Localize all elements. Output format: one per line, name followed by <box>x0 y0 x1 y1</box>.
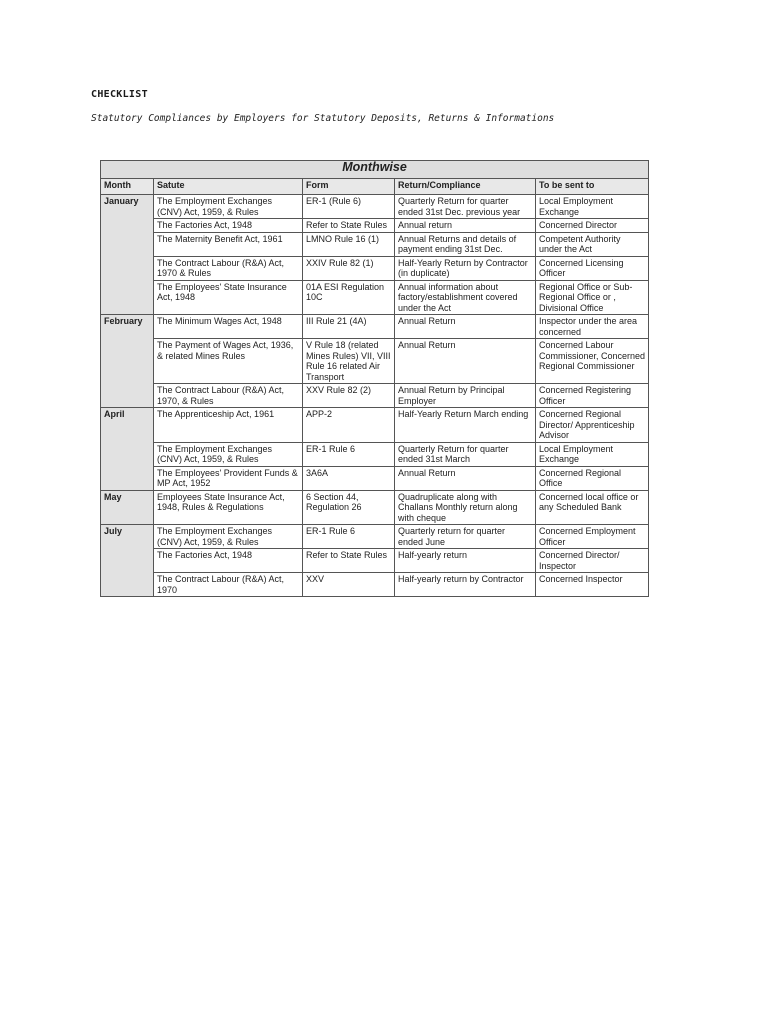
table-row <box>101 408 649 443</box>
return-compliance-cell: Annual Returns and details of payment ending 31st Dec. <box>395 232 536 256</box>
statute-cell: The Contract Labour (R&A) Act, 1970 & Rules <box>154 256 303 280</box>
table-header-row <box>101 179 649 195</box>
table-row <box>101 315 649 339</box>
form-cell: Refer to State Rules <box>303 549 395 573</box>
form-cell: III Rule 21 (4A) <box>303 315 395 339</box>
statute-cell: The Employment Exchanges (CNV) Act, 1959, & Rules <box>154 525 303 549</box>
month-cell: April <box>101 408 154 491</box>
statute-cell: The Maternity Benefit Act, 1961 <box>154 232 303 256</box>
return-compliance-cell: Half-Yearly Return by Contractor (in duplicate) <box>395 256 536 280</box>
column-header-to-be-sent-to: To be sent to <box>536 179 649 195</box>
return-compliance-cell: Annual return <box>395 219 536 233</box>
form-cell: 01A ESI Regulation 10C <box>303 280 395 315</box>
return-compliance-cell: Half-yearly return <box>395 549 536 573</box>
recipient-cell: Local Employment Exchange <box>536 195 649 219</box>
recipient-cell: Concerned Labour Commissioner, Concerned Regional Commissioner <box>536 339 649 384</box>
monthwise-compliance-table <box>100 160 649 597</box>
statute-cell: The Employees' Provident Funds & MP Act, 1952 <box>154 466 303 490</box>
compliance-table-container <box>100 160 648 597</box>
return-compliance-cell: Quarterly Return for quarter ended 31st Dec. previous year <box>395 195 536 219</box>
recipient-cell: Competent Authority under the Act <box>536 232 649 256</box>
table-row <box>101 280 649 315</box>
form-cell: 3A6A <box>303 466 395 490</box>
return-compliance-cell: Annual Return <box>395 315 536 339</box>
table-row <box>101 573 649 597</box>
statute-cell: The Employees' State Insurance Act, 1948 <box>154 280 303 315</box>
form-cell: XXV Rule 82 (2) <box>303 384 395 408</box>
recipient-cell: Concerned Regional Director/ Apprenticeship Advisor <box>536 408 649 443</box>
statute-cell: The Factories Act, 1948 <box>154 549 303 573</box>
return-compliance-cell: Quarterly return for quarter ended June <box>395 525 536 549</box>
month-cell: February <box>101 315 154 408</box>
return-compliance-cell: Annual information about factory/establishment covered under the Act <box>395 280 536 315</box>
page-heading: CHECKLIST <box>91 89 148 100</box>
statute-cell: The Factories Act, 1948 <box>154 219 303 233</box>
recipient-cell: Concerned Employment Officer <box>536 525 649 549</box>
table-row <box>101 195 649 219</box>
form-cell: 6 Section 44, Regulation 26 <box>303 490 395 525</box>
recipient-cell: Concerned Regional Office <box>536 466 649 490</box>
return-compliance-cell: Quadruplicate along with Challans Monthly return along with cheque <box>395 490 536 525</box>
form-cell: ER-1 (Rule 6) <box>303 195 395 219</box>
statute-cell: The Employment Exchanges (CNV) Act, 1959, & Rules <box>154 195 303 219</box>
return-compliance-cell: Annual Return <box>395 339 536 384</box>
return-compliance-cell: Annual Return <box>395 466 536 490</box>
form-cell: ER-1 Rule 6 <box>303 442 395 466</box>
column-header-month: Month <box>101 179 154 195</box>
table-row <box>101 339 649 384</box>
recipient-cell: Concerned Registering Officer <box>536 384 649 408</box>
month-cell: May <box>101 490 154 525</box>
page-subheading: Statutory Compliances by Employers for Statutory Deposits, Returns & Informations <box>91 113 555 124</box>
recipient-cell: Concerned Director <box>536 219 649 233</box>
return-compliance-cell: Half-yearly return by Contractor <box>395 573 536 597</box>
table-row <box>101 466 649 490</box>
table-row <box>101 232 649 256</box>
statute-cell: The Employment Exchanges (CNV) Act, 1959, & Rules <box>154 442 303 466</box>
recipient-cell: Concerned Director/ Inspector <box>536 549 649 573</box>
table-body <box>101 195 649 597</box>
month-cell: January <box>101 195 154 315</box>
return-compliance-cell: Quarterly Return for quarter ended 31st March <box>395 442 536 466</box>
column-header-form: Form <box>303 179 395 195</box>
recipient-cell: Concerned local office or any Scheduled Bank <box>536 490 649 525</box>
table-row <box>101 442 649 466</box>
column-header-return-compliance: Return/Compliance <box>395 179 536 195</box>
recipient-cell: Regional Office or Sub-Regional Office or , Divisional Office <box>536 280 649 315</box>
table-row <box>101 525 649 549</box>
table-row <box>101 256 649 280</box>
table-row <box>101 219 649 233</box>
return-compliance-cell: Half-Yearly Return March ending <box>395 408 536 443</box>
form-cell: XXV <box>303 573 395 597</box>
statute-cell: The Payment of Wages Act, 1936, & related Mines Rules <box>154 339 303 384</box>
recipient-cell: Inspector under the area concerned <box>536 315 649 339</box>
table-row <box>101 490 649 525</box>
column-header-satute: Satute <box>154 179 303 195</box>
form-cell: Refer to State Rules <box>303 219 395 233</box>
table-row <box>101 549 649 573</box>
form-cell: V Rule 18 (related Mines Rules) VII, VIII Rule 16 related Air Transport <box>303 339 395 384</box>
recipient-cell: Local Employment Exchange <box>536 442 649 466</box>
table-title: Monthwise <box>101 161 649 179</box>
table-title-row <box>101 161 649 179</box>
statute-cell: The Minimum Wages Act, 1948 <box>154 315 303 339</box>
month-cell: July <box>101 525 154 597</box>
recipient-cell: Concerned Licensing Officer <box>536 256 649 280</box>
statute-cell: The Apprenticeship Act, 1961 <box>154 408 303 443</box>
recipient-cell: Concerned Inspector <box>536 573 649 597</box>
statute-cell: Employees State Insurance Act, 1948, Rules & Regulations <box>154 490 303 525</box>
statute-cell: The Contract Labour (R&A) Act, 1970, & Rules <box>154 384 303 408</box>
statute-cell: The Contract Labour (R&A) Act, 1970 <box>154 573 303 597</box>
form-cell: LMNO Rule 16 (1) <box>303 232 395 256</box>
table-row <box>101 384 649 408</box>
form-cell: ER-1 Rule 6 <box>303 525 395 549</box>
form-cell: APP-2 <box>303 408 395 443</box>
return-compliance-cell: Annual Return by Principal Employer <box>395 384 536 408</box>
form-cell: XXIV Rule 82 (1) <box>303 256 395 280</box>
